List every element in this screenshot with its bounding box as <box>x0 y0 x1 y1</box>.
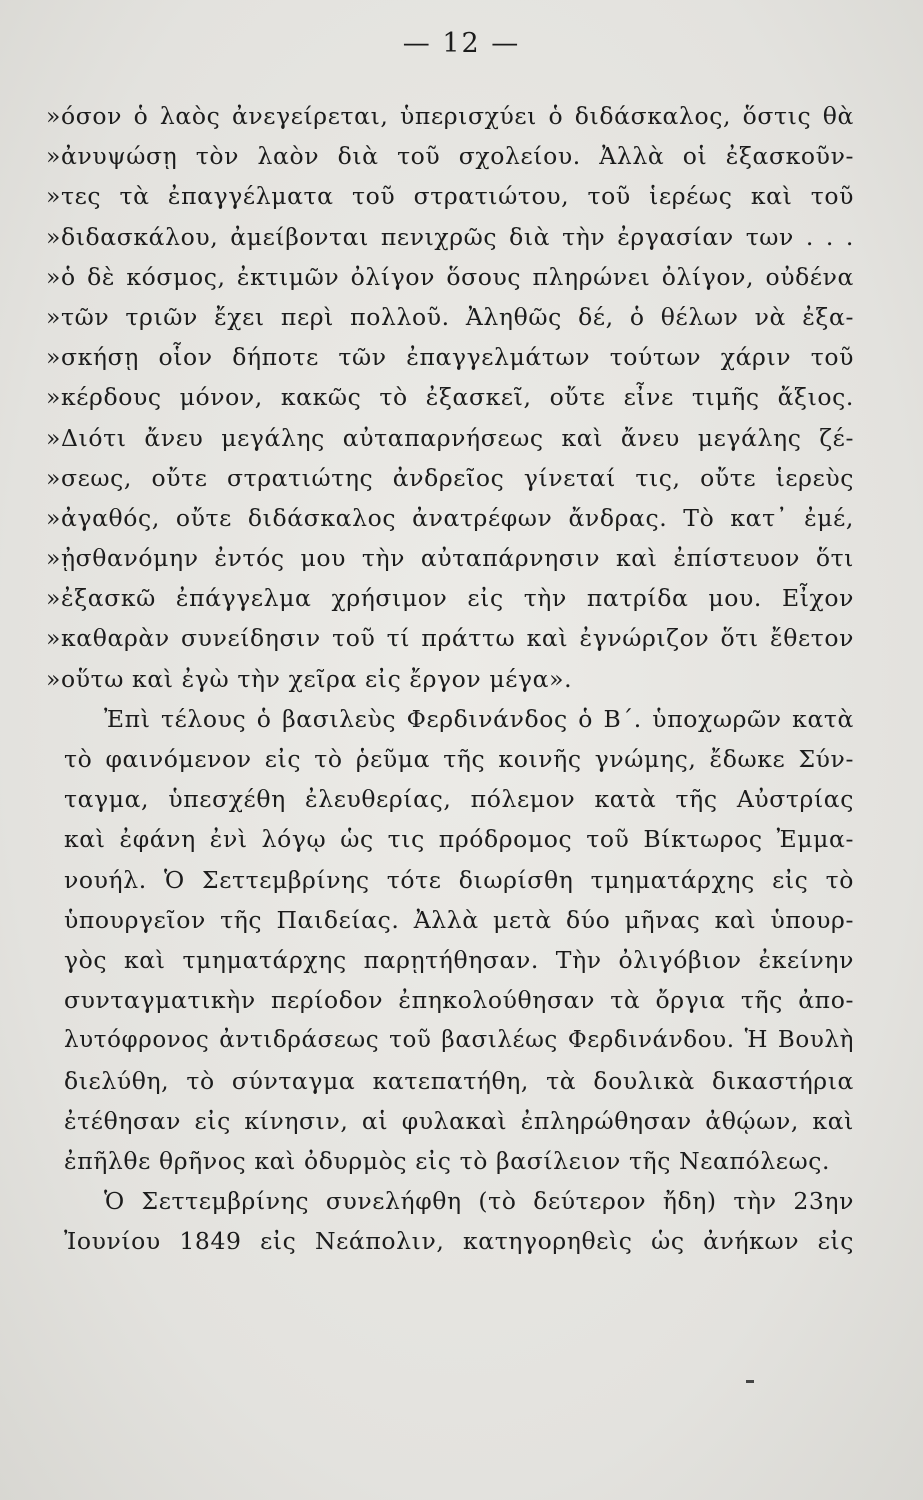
text-line: »σκήσῃ οἷον δήποτε τῶν ἐπαγγελμάτων τούτων χάριν τοῦ <box>46 343 854 372</box>
text-line: »όσον ὁ λαὸς ἀνεγείρεται, ὑπερισχύει ὁ διδάσκαλος, ὅστις θὰ <box>46 102 854 130</box>
page-number: — 12 — <box>402 28 521 59</box>
text-line: »ᾐσθανόμην ἐντός μου τὴν αὐταπάρνησιν καὶ ἐπίστευον ὅτι <box>46 544 854 573</box>
text-line: ἐτέθησαν εἰς κίνησιν, αἱ φυλακαὶ ἐπληρώθησαν ἀθῴων, καὶ <box>64 1106 854 1135</box>
text-line: καὶ ἐφάνη ἐνὶ λόγῳ ὡς τις πρόδρομος τοῦ Βίκτωρος Ἐμμα- <box>64 825 854 854</box>
paragraph-start-line: Ἐπὶ τέλους ὁ βασιλεὺς Φερδινάνδος ὁ Β΄. ὑποχωρῶν κατὰ <box>104 704 854 733</box>
text-line: »τες τὰ ἐπαγγέλματα τοῦ στρατιώτου, τοῦ ἱερέως καὶ τοῦ <box>46 182 854 211</box>
text-line: »καθαρὰν συνείδησιν τοῦ τί πράττω καὶ ἐγνώριζον ὅτι ἔθετον <box>46 624 854 653</box>
text-line: γὸς καὶ τμηματάρχης παρῃτήθησαν. Τὴν ὀλιγόβιον ἐκείνην <box>64 945 854 974</box>
text-line: ὑπουργεῖον τῆς Παιδείας. Ἀλλὰ μετὰ δύο μῆνας καὶ ὑπουρ- <box>64 905 854 934</box>
text-line: »διδασκάλου, ἀμείβονται πενιχρῶς διὰ τὴν ἐργασίαν των . . . <box>46 222 854 251</box>
text-line: »ὁ δὲ κόσμος, ἐκτιμῶν ὀλίγον ὅσους πληρώνει ὀλίγον, οὐδένα <box>46 262 854 291</box>
text-line: »ἀνυψώσῃ τὸν λαὸν διὰ τοῦ σχολείου. Ἀλλὰ οἱ ἐξασκοῦν- <box>46 142 854 171</box>
text-line: »οὕτω καὶ ἐγὼ τὴν χεῖρα εἰς ἔργον μέγα». <box>46 664 573 693</box>
text-line: τὸ φαινόμενον εἰς τὸ ῥεῦμα τῆς κοινῆς γνώμης, ἔδωκε Σύν- <box>64 745 854 773</box>
ink-speck <box>746 1380 754 1383</box>
text-line: »κέρδους μόνον, κακῶς τὸ ἐξασκεῖ, οὔτε εἶνε τιμῆς ἄξιος. <box>46 383 854 412</box>
text-line: νουήλ. Ὁ Σεττεμβρίνης τότε διωρίσθη τμηματάρχης εἰς τὸ <box>64 865 854 894</box>
text-line: Ἰουνίου 1849 εἰς Νεάπολιν, κατηγορηθεὶς ὡς ἀνήκων εἰς <box>64 1227 854 1256</box>
text-line: »σεως, οὔτε στρατιώτης ἀνδρεῖος γίνεταί τις, οὔτε ἱερεὺς <box>46 463 854 492</box>
text-line: »ἀγαθός, οὔτε διδάσκαλος ἀνατρέφων ἄνδρας. Τὸ κατ᾽ ἐμέ, <box>46 503 854 532</box>
text-line: λυτόφρονος ἀντιδράσεως τοῦ βασιλέως Φερδινάνδου. Ἡ Βουλὴ <box>64 1027 854 1054</box>
text-line: συνταγματικὴν περίοδον ἐπηκολούθησαν τὰ ὄργια τῆς ἀπο- <box>64 986 854 1015</box>
text-line: ἐπῆλθε θρῆνος καὶ ὀδυρμὸς εἰς τὸ βασίλειον τῆς Νεαπόλεως. <box>64 1146 831 1175</box>
text-line: »ἐξασκῶ ἐπάγγελμα χρήσιμον εἰς τὴν πατρίδα μου. Εἶχον <box>46 584 854 613</box>
text-line: ταγμα, ὑπεσχέθη ἐλευθερίας, πόλεμον κατὰ τῆς Αὐστρίας <box>64 785 854 814</box>
text-line: διελύθη, τὸ σύνταγμα κατεπατήθη, τὰ δουλικὰ δικαστήρια <box>64 1066 854 1095</box>
text-line: »Διότι ἄνευ μεγάλης αὐταπαρνήσεως καὶ ἄνευ μεγάλης ζέ- <box>46 423 854 452</box>
body-text <box>46 96 854 1261</box>
paragraph-start-line: Ὁ Σεττεμβρίνης συνελήφθη (τὸ δεύτερον ἤδη) τὴν 23ην <box>104 1187 854 1216</box>
text-line: »τῶν τριῶν ἔχει περὶ πολλοῦ. Ἀληθῶς δέ, ὁ θέλων νὰ ἐξα- <box>46 302 854 331</box>
